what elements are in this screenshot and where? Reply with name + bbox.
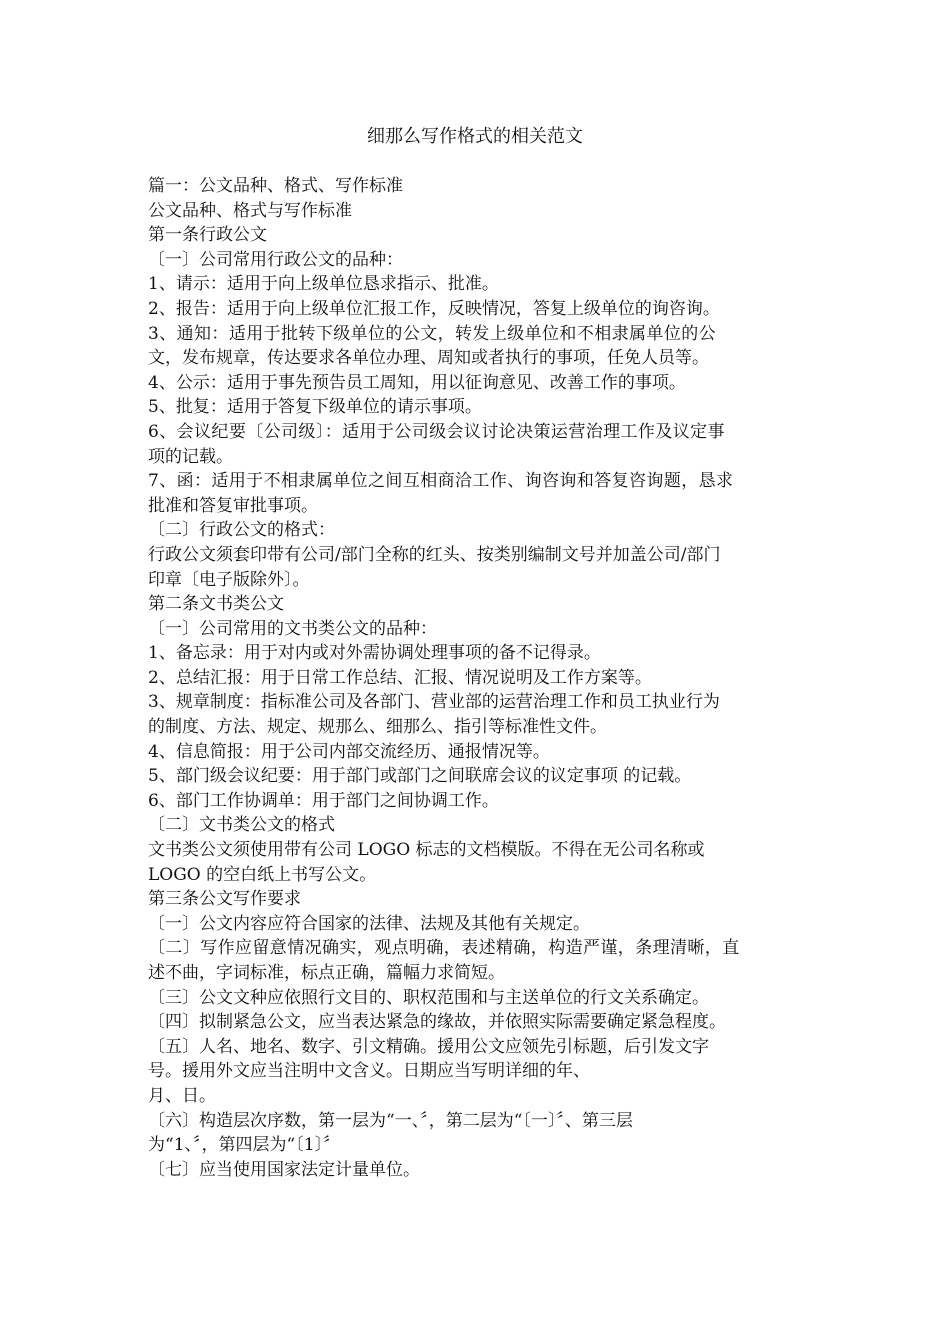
text-line: 〔七〕应当使用国家法定计量单位。 bbox=[148, 1159, 420, 1180]
text-line: 文，发布规章，传达要求各单位办理、周知或者执行的事项，任免人员等。 bbox=[148, 348, 709, 369]
text-line: LOGO 的空白纸上书写公文。 bbox=[148, 864, 377, 885]
text-line: 1、备忘录：用于对内或对外需协调处理事项的备不记得录。 bbox=[148, 643, 601, 664]
text-line: 文书类公文须使用带有公司 LOGO 标志的文档模版。不得在无公司名称或 bbox=[148, 840, 705, 861]
text-line: 1、请示：适用于向上级单位恳求指示、批准。 bbox=[148, 274, 499, 295]
text-line: 2、报告：适用于向上级单位汇报工作，反映情况，答复上级单位的询咨询。 bbox=[148, 298, 720, 319]
article-heading: 第三条公文写作要求 bbox=[148, 889, 301, 910]
text-line: 述不曲，字词标准，标点正确，篇幅力求简短。 bbox=[148, 963, 505, 983]
text-line: 印章〔电子版除外〕。 bbox=[148, 569, 310, 590]
text-line: 6、部门工作协调单：用于部门之间协调工作。 bbox=[148, 790, 499, 811]
text-line: 〔一〕公文内容应符合国家的法律、法规及其他有关规定。 bbox=[148, 913, 590, 934]
section-heading: 篇一：公文品种、格式、写作标准 bbox=[148, 176, 403, 196]
text-line: 5、部门级会议纪要：用于部门或部门之间联席会议的议定事项 的记载。 bbox=[148, 766, 692, 787]
text-line: 行政公文须套印带有公司/部门全称的红头、按类别编制文号并加盖公司/部门 bbox=[148, 544, 721, 565]
clause-heading: 〔一〕公司常用的文书类公文的品种： bbox=[148, 618, 437, 639]
text-line: 2、总结汇报：用于日常工作总结、汇报、情况说明及工作方案等。 bbox=[148, 667, 652, 688]
article-heading: 第一条行政公文 bbox=[148, 225, 267, 246]
document-title: 细那么写作格式的相关范文 bbox=[367, 126, 583, 147]
text-line: 为“1、〞，第四层为“〔1〕〞 bbox=[148, 1135, 341, 1156]
text-line: 项的记载。 bbox=[148, 446, 233, 467]
text-line: 〔二〕写作应留意情况确实，观点明确，表述精确，构造严谨，条理清晰，直 bbox=[148, 938, 740, 959]
text-line: 3、规章制度：指标准公司及各部门、营业部的运营治理工作和员工执业行为 bbox=[148, 692, 720, 713]
clause-heading: 〔二〕文书类公文的格式 bbox=[148, 815, 335, 836]
clause-heading: 〔二〕行政公文的格式： bbox=[148, 520, 335, 541]
text-line: 4、公示：适用于事先预告员工周知，用以征询意见、改善工作的事项。 bbox=[148, 372, 686, 393]
text-line: 月、日。 bbox=[148, 1085, 216, 1106]
text-line: 号。援用外文应当注明中文含义。日期应当写明详细的年、 bbox=[148, 1061, 590, 1082]
text-line: 〔六〕构造层次序数，第一层为“一、〞，第二层为“〔一〕〞、第三层 bbox=[148, 1110, 633, 1131]
text-line: 7、函：适用于不相隶属单位之间互相商洽工作、询咨询和答复咨询题，恳求 bbox=[148, 471, 734, 492]
text-line: 6、会议纪要〔公司级〕：适用于公司级会议讨论决策运营治理工作及议定事 bbox=[148, 421, 725, 442]
text-line: 5、批复：适用于答复下级单位的请示事项。 bbox=[148, 397, 482, 418]
text-line: 3、通知：适用于批转下级单位的公文，转发上级单位和不相隶属单位的公 bbox=[148, 323, 717, 344]
text-line: 批准和答复审批事项。 bbox=[148, 495, 318, 516]
clause-heading: 〔一〕公司常用行政公文的品种： bbox=[148, 249, 403, 270]
article-heading: 第二条文书类公文 bbox=[148, 594, 284, 615]
subtitle: 公文品种、格式与写作标准 bbox=[148, 200, 352, 221]
text-line: 的制度、方法、规定、规那么、细那么、指引等标准性文件。 bbox=[148, 717, 607, 738]
text-line: 〔四〕拟制紧急公文，应当表达紧急的缘故，并依照实际需要确定紧急程度。 bbox=[148, 1012, 726, 1033]
text-line: 4、信息简报：用于公司内部交流经历、通报情况等。 bbox=[148, 741, 550, 762]
text-line: 〔三〕公文文种应依照行文目的、职权范围和与主送单位的行文关系确定。 bbox=[148, 987, 709, 1008]
document-body bbox=[148, 174, 808, 1182]
text-line: 〔五〕人名、地名、数字、引文精确。援用公文应领先引标题，后引发文字 bbox=[148, 1036, 709, 1057]
